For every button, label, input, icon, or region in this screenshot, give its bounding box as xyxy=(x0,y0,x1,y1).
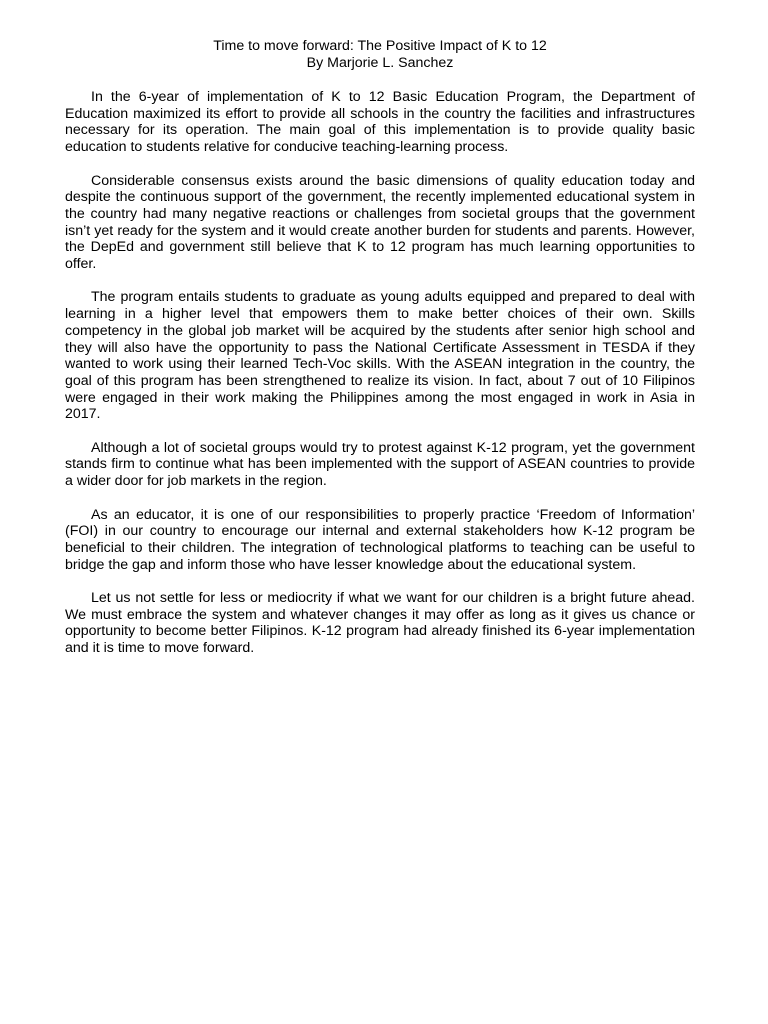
paragraph-6: Let us not settle for less or mediocrity if what we want for our children is a bright future ahead. We must embrace the system and whatever changes it may offer as long as it gives us chance or opportunity to become better Filipinos. K-12 program had already finished its 6-year implementation and it is time to move forward. xyxy=(65,590,695,657)
paragraph-1: In the 6-year of implementation of K to 12 Basic Education Program, the Department of Education maximized its effort to provide all schools in the country the facilities and infrastructures necessary for its operation. The main goal of this implementation is to provide quality basic education to students relative for conducive teaching-learning process. xyxy=(65,89,695,156)
document-page xyxy=(65,38,695,674)
paragraph-3: The program entails students to graduate as young adults equipped and prepared to deal with learning in a higher level that empowers them to make better choices of their own. Skills competency in the global job market will be acquired by the students after senior high school and they will also have the opportunity to pass the National Certificate Assessment in TESDA if they wanted to work using their learned Tech-Voc skills. With the ASEAN integration in the country, the goal of this program has been strengthened to realize its vision. In fact, about 7 out of 10 Filipinos were engaged in their work making the Philippines among the most engaged in work in Asia in 2017. xyxy=(65,289,695,423)
document-title: Time to move forward: The Positive Impact of K to 12 xyxy=(213,38,547,54)
paragraph-4: Although a lot of societal groups would try to protest against K-12 program, yet the government stands firm to continue what has been implemented with the support of ASEAN countries to provide a wider door for job markets in the region. xyxy=(65,439,695,490)
paragraph-5: As an educator, it is one of our responsibilities to properly practice ‘Freedom of Information’ (FOI) in our country to encourage our internal and external stakeholders how K-12 program be beneficial to their children. The integration of technological platforms to teaching can be useful to bridge the gap and inform those who have lesser knowledge about the educational system. xyxy=(65,506,695,573)
document-byline: By Marjorie L. Sanchez xyxy=(306,55,454,71)
paragraph-2: Considerable consensus exists around the basic dimensions of quality education today and despite the continuous support of the government, the recently implemented educational system in the country had many negative reactions or challenges from societal groups that the government isn’t yet ready for the system and it would create another burden for students and parents. However, the DepEd and government still believe that K to 12 program has much learning opportunities to offer. xyxy=(65,172,695,273)
document-body xyxy=(65,89,695,657)
